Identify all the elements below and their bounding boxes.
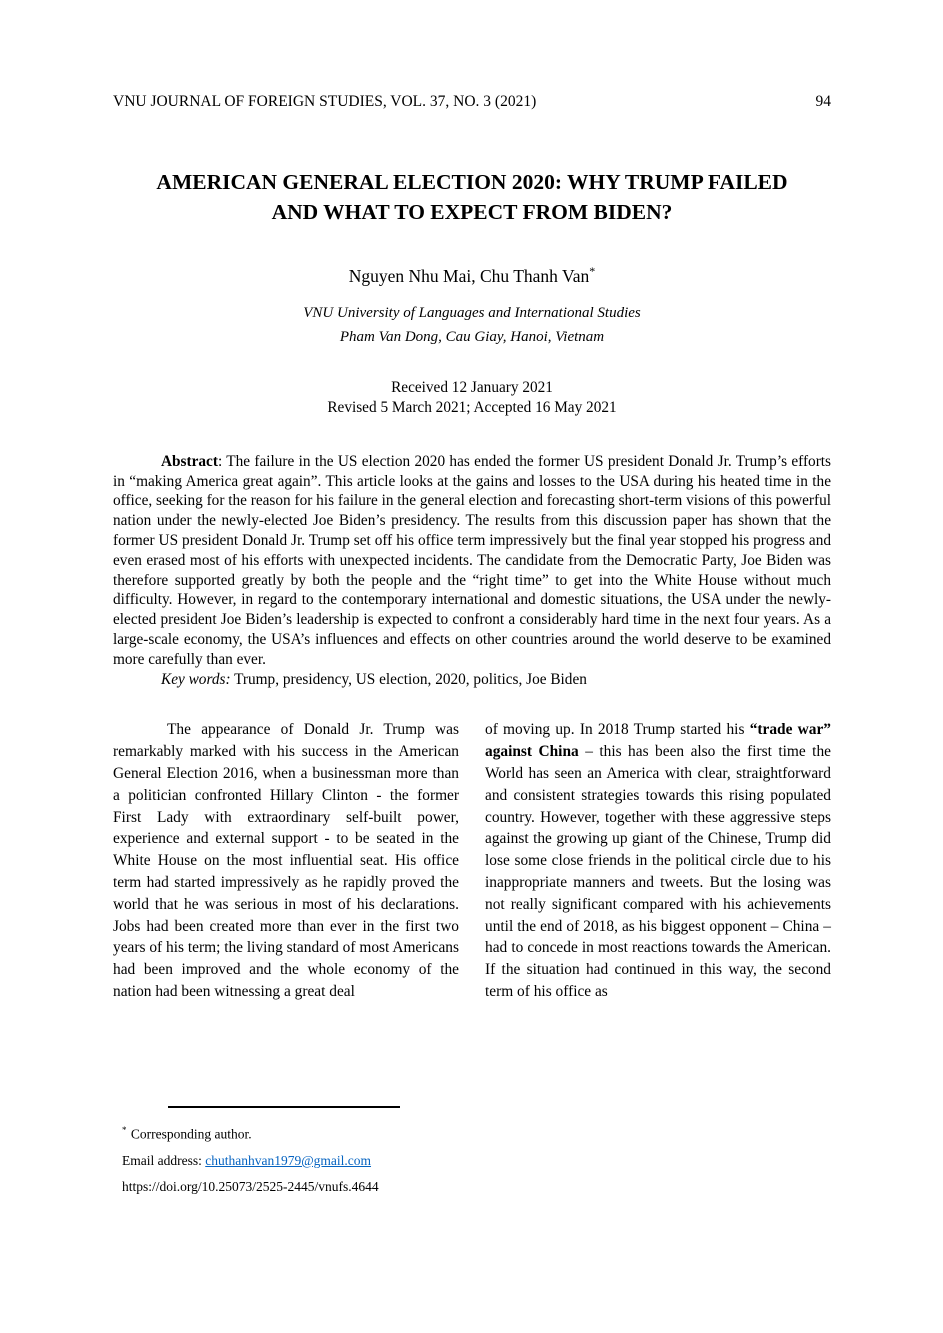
author-names: Nguyen Nhu Mai, Chu Thanh Van xyxy=(348,265,590,286)
left-column xyxy=(113,719,459,1002)
authors xyxy=(113,261,831,286)
affiliation-address: Pham Van Dong, Cau Giay, Hanoi, Vietnam xyxy=(339,328,605,345)
right-column-text-post: – this has been also the first time the World has seen an America with clear, straightforward and consistent strategies towards this rising populated country. However, together with these aggressive steps against the growing up giant of the Chinese, Trump did lose some close friends in the political circle due to his inappropriate manners and tweets. But the losing was not really significant compared with his achievements until the end of 2018, as his biggest opponent – China – had to concede in most reactions towards the American. If the situation had continued in this way, the second term of his office as xyxy=(485,743,831,1000)
corresponding-author-text: Corresponding author. xyxy=(127,1126,252,1142)
left-column-paragraph: The appearance of Donald Jr. Trump was remarkably marked with his success in the American General Election 2016, when a businessman more than a politician confronted Hillary Clinton - the former First Lady with extraordinary self-built power, experience and external support - to be seated in the White House on the most influential seat. His office term had started impressively as he rapidly proved the world that he was serious in most of his declarations. Jobs had been created more than ever in the first two years of his term; the living standard of most Americans had been improved and the whole economy of the nation had been witnessing a great deal xyxy=(113,721,459,1000)
abstract xyxy=(113,452,831,670)
right-column-bold-phrase: “trade war” against China xyxy=(485,721,832,761)
right-column-paragraph xyxy=(485,719,831,1002)
keywords-text: Trump, presidency, US election, 2020, politics, Joe Biden xyxy=(230,670,587,688)
email-link[interactable]: chuthanhvan1979@gmail.com xyxy=(205,1152,372,1168)
keywords-label: Key words: xyxy=(161,670,231,688)
email-line xyxy=(113,1148,831,1174)
doi-line: https://doi.org/10.25073/2525-2445/vnufs.4644 xyxy=(122,1178,379,1194)
article-title-line2: AND WHAT TO EXPECT FROM BIDEN? xyxy=(271,200,673,224)
footnote-separator xyxy=(168,1106,400,1108)
affiliation xyxy=(113,301,831,349)
keywords xyxy=(113,670,831,690)
email-label: Email address: xyxy=(122,1152,206,1168)
running-header xyxy=(113,93,831,111)
article-title-line1: AMERICAN GENERAL ELECTION 2020: WHY TRUMP FAILED xyxy=(156,170,788,194)
received-date: Received 12 January 2021 xyxy=(391,378,553,396)
corresponding-author-mark: * xyxy=(589,264,596,278)
footnote-mark: * xyxy=(122,1125,127,1135)
abstract-text: : The failure in the US election 2020 has ended the former US president Donald Jr. Trump’s efforts in “making America great again”. This article looks at the gains and losses to the USA during his heated time in the office, seeking for the reason for his failure in the general election and forecasting short-term visions of this powerful nation under the newly-elected Joe Biden’s presidency. The results from this discussion paper has shown that the former US president Donald Jr. Trump set off his office term impressively but the final year stopped his progress and even erased most of his efforts with unexpected incidents. The candidate from the Democratic Party, Joe Biden was therefore supported greatly by both the people and the “right time” to get into the White House without much difficulty. However, in regard to the contemporary international and domestic situations, the USA under the newly-elected president Joe Biden’s leadership is expected to confront a considerably hard time in the next four years. As a large-scale economy, the USA’s influences and effects on other countries around the world deserve to be examined more carefully than ever. xyxy=(113,452,832,668)
article-title xyxy=(113,167,831,227)
journal-header: VNU JOURNAL OF FOREIGN STUDIES, VOL. 37, NO. 3 (2021) xyxy=(113,93,537,110)
right-column xyxy=(485,719,831,1002)
page-number: 94 xyxy=(815,93,831,110)
article-dates xyxy=(113,378,831,419)
revised-accepted-date: Revised 5 March 2021; Accepted 16 May 2021 xyxy=(327,399,617,417)
footnote xyxy=(113,1106,831,1200)
abstract-label: Abstract xyxy=(161,452,218,470)
right-column-text-pre: of moving up. In 2018 Trump started his xyxy=(485,721,750,739)
affiliation-institution: VNU University of Languages and International Studies xyxy=(303,304,641,321)
body-columns xyxy=(113,719,831,1002)
corresponding-author-note xyxy=(113,1117,831,1148)
paper-page xyxy=(113,93,832,1194)
